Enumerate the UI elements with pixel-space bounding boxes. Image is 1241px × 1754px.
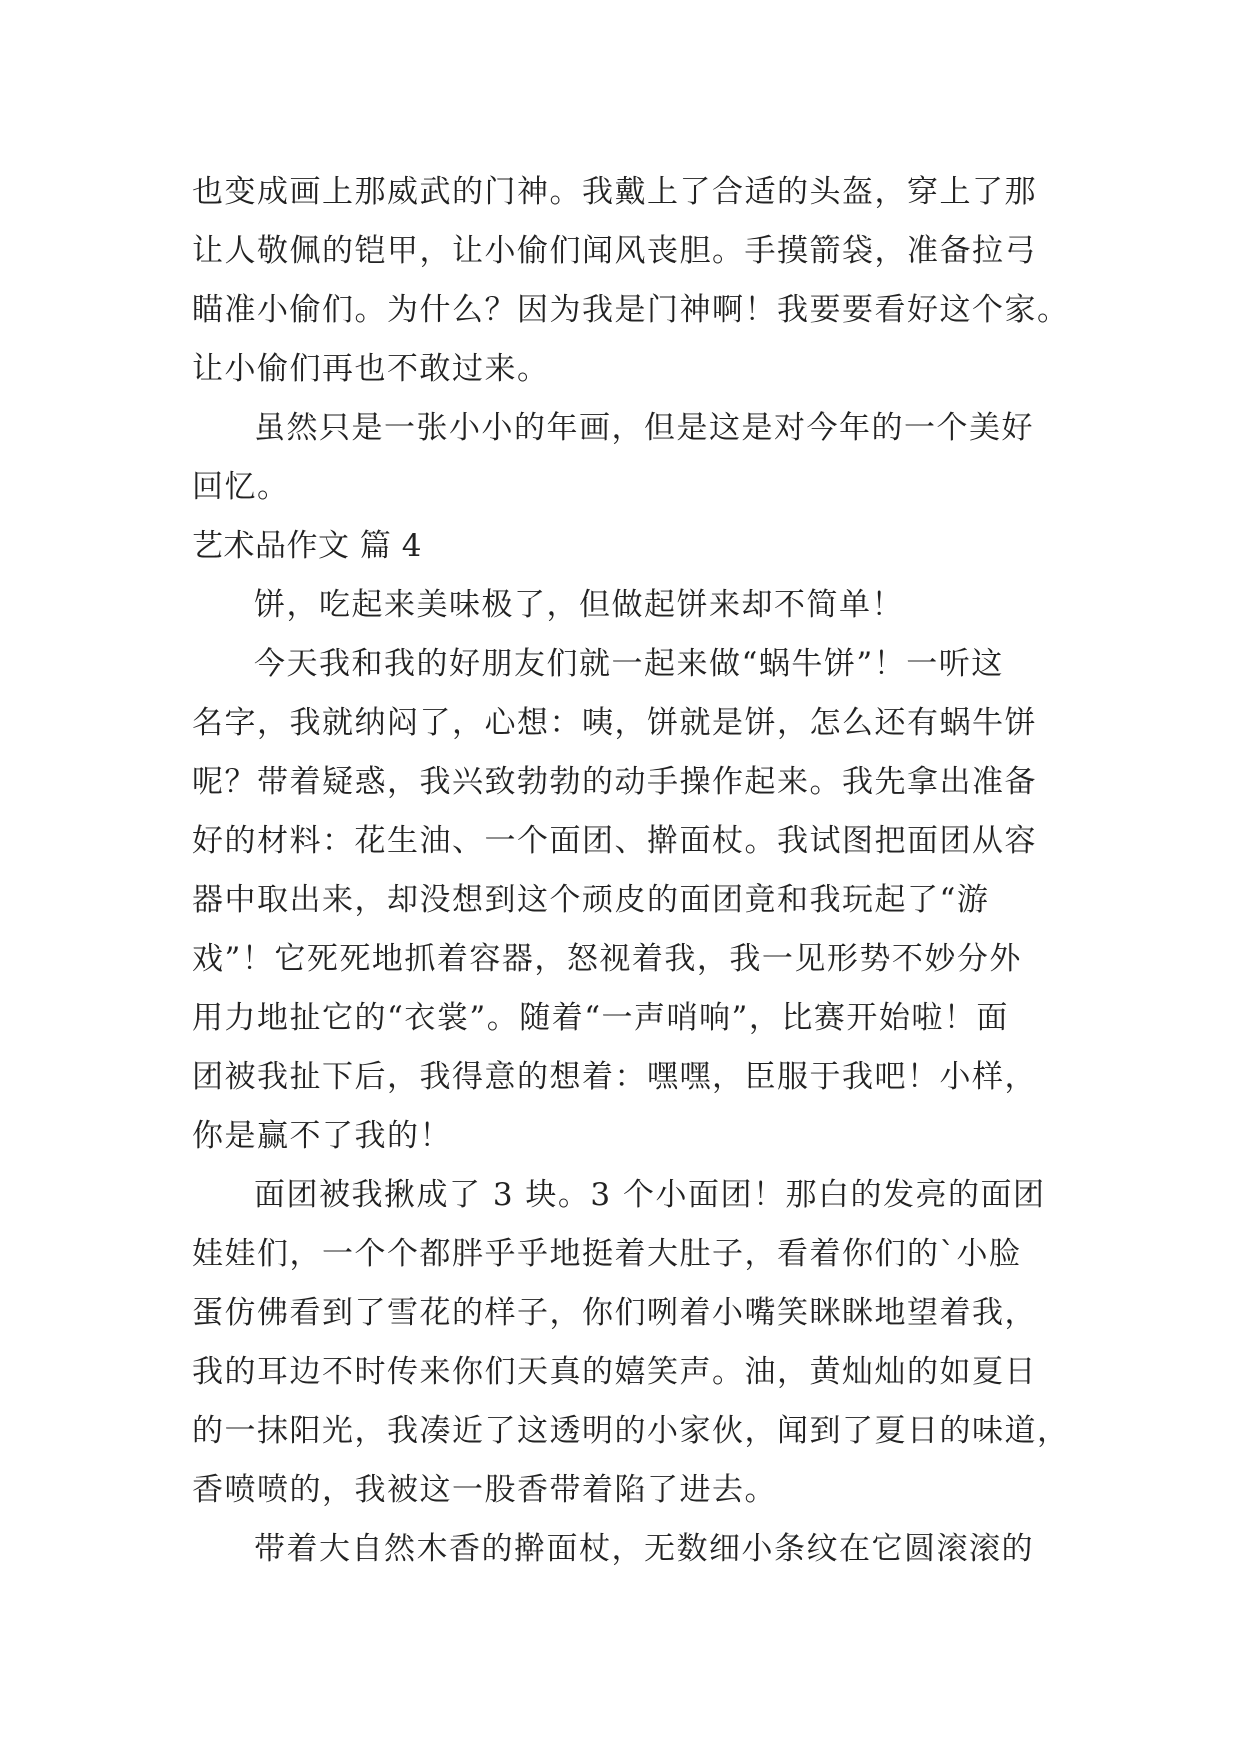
text-line: 娃娃们，一个个都胖乎乎地挺着大肚子，看着你们的`小脸 [192,1236,1022,1272]
heading-text: 艺术品作文 篇 4 [192,528,422,564]
text-line: 的一抹阳光，我凑近了这透明的小家伙，闻到了夏日的味道， [192,1413,1070,1449]
text-line: 蛋仿佛看到了雪花的样子，你们咧着小嘴笑眯眯地望着我， [192,1295,1037,1331]
text-line: 饼，吃起来美味极了，但做起饼来却不简单！ [254,587,904,623]
text-line: 面团被我揪成了 3 块。3 个小面团！那白的发亮的面团 [254,1177,1046,1213]
text-line: 带着大自然木香的擀面杖，无数细小条纹在它圆滚滚的 [254,1531,1034,1567]
text-line: 团被我扯下后，我得意的想着：嘿嘿，臣服于我吧！小样， [192,1059,1037,1095]
text-line: 回忆。 [192,469,290,505]
paragraph [192,163,1072,399]
text-line: 名字，我就纳闷了，心想：咦，饼就是饼，怎么还有蜗牛饼 [192,705,1037,741]
paragraph [192,1520,1072,1579]
text-line: 瞄准小偷们。为什么？因为我是门神啊！我要要看好这个家。 [192,292,1070,328]
text-line: 器中取出来，却没想到这个顽皮的面团竟和我玩起了“游 [192,882,990,918]
text-line: 你是赢不了我的！ [192,1118,452,1154]
document-body [192,163,1072,1579]
text-line: 虽然只是一张小小的年画，但是这是对今年的一个美好 [254,410,1034,446]
text-line: 戏”！它死死地抓着容器，怒视着我，我一见形势不妙分外 [192,941,1022,977]
paragraph [192,399,1072,517]
text-line: 让人敬佩的铠甲，让小偷们闻风丧胆。手摸箭袋，准备拉弓 [192,233,1037,269]
text-line: 我的耳边不时传来你们天真的嬉笑声。油，黄灿灿的如夏日 [192,1354,1037,1390]
paragraph [192,635,1072,1166]
text-line: 呢？带着疑惑，我兴致勃勃的动手操作起来。我先拿出准备 [192,764,1037,800]
text-line: 也变成画上那威武的门神。我戴上了合适的头盔，穿上了那 [192,174,1037,210]
text-line: 好的材料：花生油、一个面团、擀面杖。我试图把面团从容 [192,823,1037,859]
text-line: 用力地扯它的“衣裳”。随着“一声哨响”，比赛开始啦！面 [192,1000,1009,1036]
paragraph [192,576,1072,635]
text-line: 让小偷们再也不敢过来。 [192,351,550,387]
section-heading [192,517,1072,576]
paragraph [192,1166,1072,1520]
text-line: 今天我和我的好朋友们就一起来做“蜗牛饼”！一听这 [254,646,1004,682]
text-line: 香喷喷的，我被这一股香带着陷了进去。 [192,1472,777,1508]
